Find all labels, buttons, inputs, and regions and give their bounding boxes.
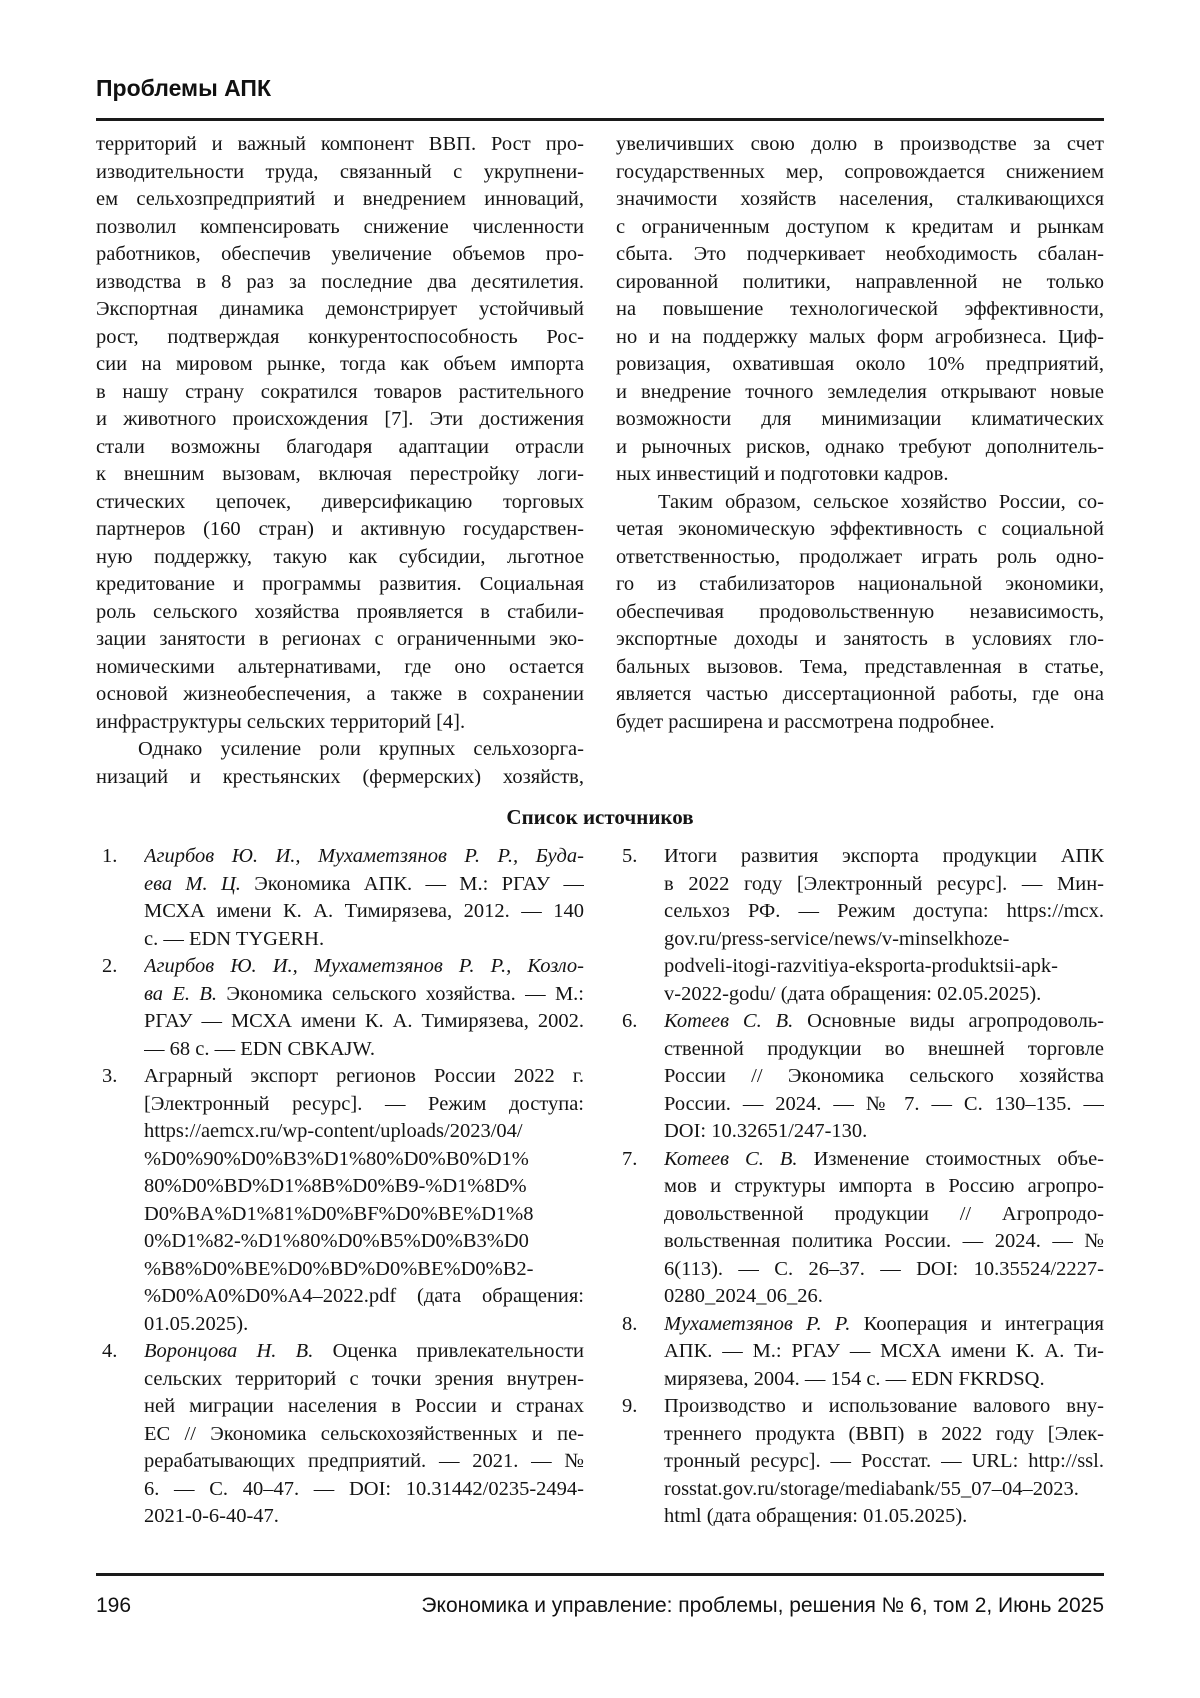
text-line: России // Экономика сельского хозяйства	[664, 1065, 1104, 1087]
text-line: 6(113). — С. 26–37. — DOI: 10.35524/2227-	[664, 1257, 1104, 1280]
references-right-column	[616, 843, 1104, 1531]
references-left-column	[96, 843, 584, 1531]
reference-item	[96, 1063, 584, 1338]
reference-number: 2.	[102, 955, 118, 977]
text-line: 6. — С. 40–47. — DOI: 10.31442/0235-2494-	[144, 1477, 584, 1500]
text-line: ева М. Ц. Экономика АПК. — М.: РГАУ —	[144, 872, 584, 895]
text-line: позволил компенсировать снижение численности	[96, 215, 584, 238]
text-line: 80%D0%BD%D1%8B%D0%B9-%D1%8D%	[144, 1175, 527, 1197]
reference-item	[616, 1393, 1104, 1531]
text-line: Воронцова Н. В. Оценка привлекательности	[144, 1340, 584, 1362]
text-line: %B8%D0%BE%D0%BD%D0%BE%D0%B2-	[144, 1257, 534, 1280]
reference-number: 1.	[102, 845, 118, 867]
text-line: ней миграции населения в России и странах	[144, 1395, 584, 1417]
text-line: и внедрение точного земледелия открывают новые	[616, 380, 1104, 403]
references-heading: Список источников	[506, 805, 694, 829]
text-line: обеспечивая продовольственную независимость,	[616, 600, 1104, 623]
text-line: gov.ru/press-service/news/v-minselkhoze-	[664, 927, 1010, 950]
text-line: на повышение технологической эффективности,	[616, 298, 1104, 320]
header-rule	[96, 118, 1104, 121]
text-line: работников, обеспечив увеличение объемов про-	[96, 243, 584, 265]
text-line: — 68 с. — EDN CBKAJW.	[144, 1037, 376, 1060]
text-line: Итоги развития экспорта продукции АПК	[664, 845, 1104, 867]
text-line: сии на мировом рынке, тогда как объем импорта	[96, 353, 584, 375]
text-line: РГАУ — МСХА имени К. А. Тимирязева, 2002.	[144, 1010, 584, 1032]
text-line: с. — EDN TYGERH.	[144, 927, 325, 950]
reference-number: 5.	[622, 845, 638, 867]
text-line: ответственностью, продолжает играть роль одно-	[616, 545, 1104, 568]
text-line: Котеев С. В. Основные виды агропродоволь-	[664, 1010, 1104, 1032]
text-line: [Электронный ресурс]. — Режим доступа:	[144, 1092, 584, 1115]
text-line: сбыта. Это подчеркивает необходимость сбалан-	[616, 243, 1104, 265]
text-line: рост, подтверждая конкурентоспособность Рос-	[96, 325, 584, 348]
text-line: %D0%90%D0%B3%D1%80%D0%B0%D1%	[144, 1147, 529, 1170]
text-line: государственных мер, сопровождается снижением	[616, 160, 1104, 183]
reference-number: 3.	[102, 1065, 118, 1087]
text-line: сированной политики, направленной не только	[616, 270, 1104, 293]
text-line: ровизация, охватившая около 10% предприятий,	[616, 353, 1104, 375]
reference-item	[616, 843, 1104, 1008]
text-line: %D0%A0%D0%A4–2022.pdf (дата обращения:	[144, 1285, 584, 1307]
text-line: в нашу страну сократился товаров растительного	[96, 380, 584, 403]
text-line: четая экономическую эффективность с социальной	[616, 518, 1104, 540]
text-line: Агирбов Ю. И., Мухаметзянов Р. Р., Козло-	[144, 955, 584, 977]
text-line: номическими альтернативами, где оно остается	[96, 655, 584, 678]
text-line: и рыночных рисков, однако требуют дополнитель-	[616, 435, 1104, 458]
text-line: v-2022-godu/ (дата обращения: 02.05.2025).	[664, 982, 1042, 1005]
text-line: бальных вызовов. Тема, представленная в статье,	[616, 655, 1104, 678]
text-line: является частью диссертационной работы, где она	[616, 683, 1104, 705]
text-line: Производство и использование валового вну-	[664, 1395, 1104, 1417]
text-line: но и на поддержку малых форм агробизнеса. Циф-	[616, 325, 1104, 348]
text-line: Экспортная динамика демонстрирует устойчивый	[96, 298, 584, 320]
text-line: DOI: 10.32651/247-130.	[664, 1120, 868, 1142]
reference-item	[96, 1338, 584, 1531]
text-line: роль сельского хозяйства проявляется в стабили-	[96, 600, 584, 623]
text-line: ных инвестиций и подготовки кадров.	[616, 463, 949, 485]
text-line: треннего продукта (ВВП) в 2022 году [Элек-	[664, 1422, 1104, 1445]
reference-item	[616, 1146, 1104, 1311]
body-left-column	[96, 131, 584, 791]
text-line: и животного происхождения [7]. Эти достижения	[96, 408, 584, 430]
reference-number: 4.	[102, 1340, 118, 1362]
page-number: 196	[96, 1594, 132, 1617]
body-right-column	[616, 131, 1104, 736]
text-line: инфраструктуры сельских территорий [4].	[96, 710, 466, 733]
text-line: стических цепочек, диверсификацию торговых	[96, 490, 584, 513]
reference-number: 8.	[622, 1312, 638, 1335]
text-line: ственной продукции во внешней торговле	[664, 1037, 1104, 1060]
text-line: тронный ресурс]. — Росстат. — URL: http://ssl.	[664, 1450, 1104, 1472]
text-line: ЕС // Экономика сельскохозяйственных и пе-	[144, 1422, 584, 1445]
reference-item	[96, 843, 584, 953]
text-line: 01.05.2025).	[144, 1312, 249, 1335]
text-line: D0%BA%D1%81%D0%BF%D0%BE%D1%8	[144, 1202, 534, 1225]
text-line: увеличивших свою долю в производстве за счет	[616, 133, 1104, 155]
text-line: Аграрный экспорт регионов России 2022 г.	[144, 1065, 584, 1087]
text-line: зации занятости в регионах с ограниченными эко-	[96, 628, 584, 650]
text-line: основой жизнеобеспечения, а также в сохранении	[96, 683, 584, 705]
reference-number: 6.	[622, 1010, 638, 1032]
text-line: России. — 2024. — № 7. — С. 130–135. —	[664, 1092, 1104, 1115]
text-line: https://aemcx.ru/wp-content/uploads/2023/04/	[144, 1120, 523, 1142]
section-title: Проблемы АПК	[96, 75, 271, 101]
text-line: значимости хозяйств населения, сталкивающихся	[616, 188, 1104, 210]
text-line: к внешним вызовам, включая перестройку логи-	[96, 463, 584, 485]
text-line: стали возможны благодаря адаптации отрасли	[96, 435, 584, 458]
text-line: rosstat.gov.ru/storage/mediabank/55_07–04–2023.	[664, 1477, 1079, 1500]
reference-number: 9.	[622, 1395, 638, 1417]
text-line: партнеров (160 стран) и активную государствен-	[96, 518, 584, 540]
text-line: довольственной продукции // Агропродо-	[664, 1202, 1104, 1225]
text-line: Таким образом, сельское хозяйство России, со-	[658, 490, 1104, 513]
text-line: сельхоз РФ. — Режим доступа: https://mcx.	[664, 900, 1104, 922]
text-line: АПК. — М.: РГАУ — МСХА имени К. А. Ти-	[664, 1340, 1104, 1362]
journal-info: Экономика и управление: проблемы, решения № 6, том 2, Июнь 2025	[421, 1594, 1104, 1617]
text-line: изводства в 8 раз за последние два десятилетия.	[96, 270, 584, 293]
text-line: возможности для минимизации климатических	[616, 408, 1104, 430]
text-line: Котеев С. В. Изменение стоимостных объе-	[664, 1147, 1104, 1170]
text-line: ем сельхозпредприятий и внедрением инноваций,	[96, 188, 584, 210]
text-line: мов и структуры импорта в Россию агропро-	[664, 1175, 1104, 1197]
reference-item	[616, 1311, 1104, 1394]
text-line: 0%D1%82-%D1%80%D0%B5%D0%B3%D0	[144, 1230, 529, 1252]
reference-number: 7.	[622, 1147, 638, 1170]
text-line: сельских территорий с точки зрения внутрен-	[144, 1367, 584, 1390]
text-line: Агирбов Ю. И., Мухаметзянов Р. Р., Буда-	[144, 845, 584, 867]
text-line: 0280_2024_06_26.	[664, 1285, 823, 1307]
text-line: в 2022 году [Электронный ресурс]. — Мин-	[664, 872, 1104, 895]
text-line: изводительности труда, связанный с укрупнени-	[96, 160, 584, 183]
page-footer	[96, 1592, 1104, 1620]
text-line: podveli-itogi-razvitiya-eksporta-produktsii-apk-	[664, 955, 1058, 977]
text-line: ную поддержку, такую как субсидии, льготное	[96, 545, 584, 568]
text-line: территорий и важный компонент ВВП. Рост про-	[96, 133, 584, 155]
text-line: html (дата обращения: 01.05.2025).	[664, 1505, 968, 1527]
text-line: рерабатывающих предприятий. — 2021. — №	[144, 1450, 584, 1472]
text-line: МСХА имени К. А. Тимирязева, 2012. — 140	[144, 900, 584, 922]
text-line: низаций и крестьянских (фермерских) хозяйств,	[96, 765, 584, 788]
text-line: будет расширена и рассмотрена подробнее.	[616, 710, 995, 733]
footer-rule	[96, 1573, 1104, 1576]
text-line: ва Е. В. Экономика сельского хозяйства. — М.:	[144, 982, 584, 1005]
text-line: вольственная политика России. — 2024. — №	[664, 1230, 1104, 1252]
reference-item	[96, 953, 584, 1063]
text-line: Однако усиление роли крупных сельхозорга-	[138, 738, 584, 760]
text-line: 2021-0-6-40-47.	[144, 1505, 279, 1527]
reference-item	[616, 1008, 1104, 1146]
text-line: Мухаметзянов Р. Р. Кооперация и интеграция	[664, 1312, 1104, 1335]
text-line: го из стабилизаторов национальной экономики,	[616, 573, 1104, 595]
text-line: с ограниченным доступом к кредитам и рынкам	[616, 215, 1104, 238]
text-line: экспортные доходы и занятость в условиях гло-	[616, 628, 1104, 650]
text-line: кредитование и программы развития. Социальная	[96, 573, 584, 595]
text-line: мирязева, 2004. — 154 с. — EDN FKRDSQ.	[664, 1367, 1045, 1390]
